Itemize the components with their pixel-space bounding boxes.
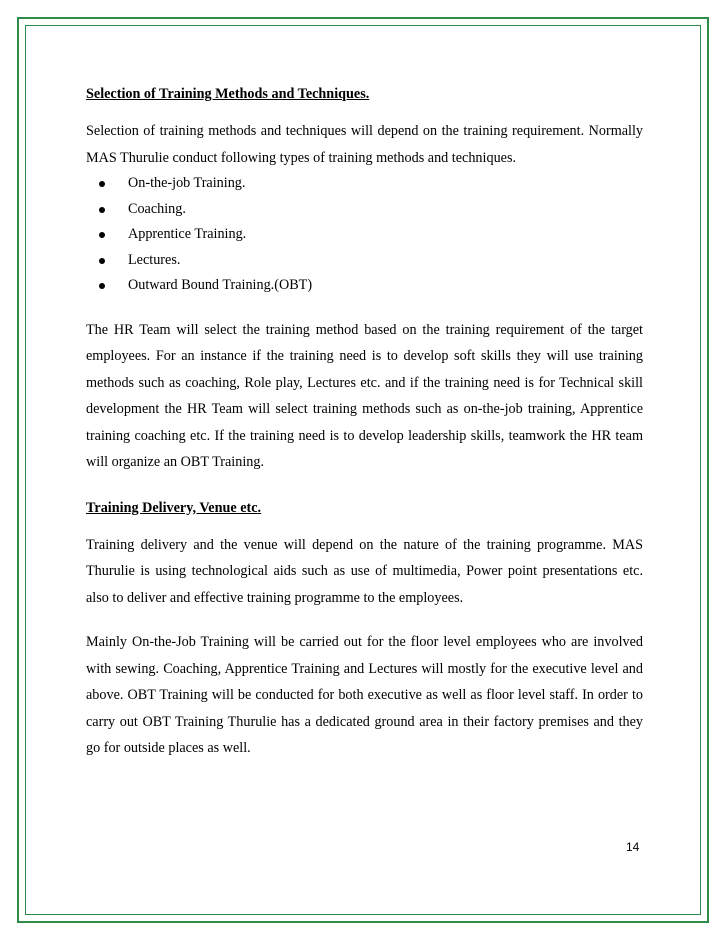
list-item-label: Lectures. [128,251,181,268]
document-body [86,80,643,762]
section-heading-training-methods: Selection of Training Methods and Techniques. [86,86,370,102]
list-item [86,171,643,197]
list-item-label: On-the-job Training. [128,175,246,191]
bullet-icon [99,207,105,213]
list-item [86,248,643,274]
ojt-paragraph: Mainly On-the-Job Training will be carried out for the floor level employees who are involved with sewing. Coaching, Apprentice Training and Lectures will mostly for the executive level and above. OBT Training will be conducted for both executive as well as floor level staff. In order to carry out OBT Training Thurulie has a dedicated ground area in their factory premises and they go for outside places as well. [86,634,643,756]
list-item [86,197,643,223]
list-item [86,273,643,299]
page-number: 14 [626,840,640,854]
list-item-label: Coaching. [128,200,186,217]
intro-paragraph: Selection of training methods and techniques will depend on the training requirement. Normally MAS Thurulie conduct following types of training methods and techniques. [86,123,643,166]
method-selection-paragraph: The HR Team will select the training method based on the training requirement of the target employees. For an instance if the training need is to develop soft skills they will use training methods such as coaching, Role play, Lectures etc. and if the training need is for Technical skill development the HR Team will select training methods such as on-the-job training, Apprentice training coaching etc. If the training need is to develop leadership skills, teamwork the HR team will organize an OBT Training. [86,321,643,470]
bullet-icon [99,181,105,187]
section-heading-training-delivery: Training Delivery, Venue etc. [86,499,262,516]
bullet-icon [99,258,105,264]
training-methods-list [86,171,643,299]
list-item [86,222,643,248]
delivery-paragraph: Training delivery and the venue will depend on the nature of the training programme. MAS Thurulie is using technological aids such as use of multimedia, Power point presentations etc. also to deliver and effective training programme to the employees. [86,536,643,606]
bullet-icon [99,283,105,289]
bullet-icon [99,232,105,238]
list-item-label: Outward Bound Training.(OBT) [128,277,313,293]
list-item-label: Apprentice Training. [128,226,247,242]
